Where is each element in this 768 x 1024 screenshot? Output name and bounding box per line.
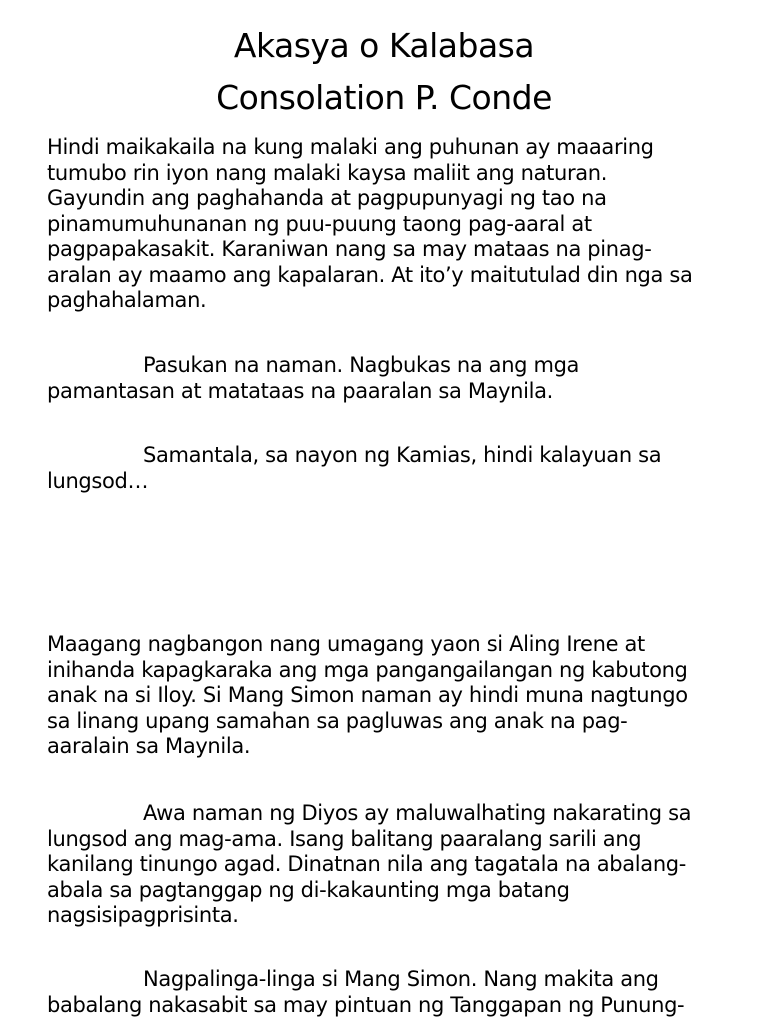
paragraph-line: lungsod ang mag-ama. Isang balitang paaralang sarili ang [47,826,642,851]
document-author: Consolation P. Conde [216,78,552,117]
paragraph-line: pagpapakasakit. Karaniwan nang sa may mataas na pinag- [47,237,652,261]
paragraph-line: Hindi maikakaila na kung malaki ang puhunan ay maaaring [47,135,654,159]
paragraph-line: kanilang tinungo agad. Dinatnan nila ang tagatala na abalang- [47,852,686,876]
paragraph-line: anak na si Iloy. Si Mang Simon naman ay hindi muna nagtungo [47,683,688,707]
paragraph-line: inihanda kapagkaraka ang mga pangangailangan ng kabutong [47,657,688,682]
paragraph-text: Awa naman ng Diyos ay maluwalhating nakarating sa [143,801,692,825]
paragraph-line-first [47,967,737,993]
paragraph [47,135,737,314]
paragraph-text: Pasukan na naman. Nagbukas na ang mga [143,353,580,377]
paragraph-line: nagsisipagprisinta. [47,903,239,927]
paragraph [47,443,737,494]
paragraph [47,967,737,1018]
paragraph-line: aralan ay maamo ang kapalaran. At ito’y maitutulad din nga sa [47,262,693,287]
paragraph [47,801,737,929]
paragraph-line-first [47,353,737,379]
paragraph-line: Maagang nagbangon nang umagang yaon si Aling Irene at [47,632,645,656]
paragraph-line-first [47,443,737,469]
paragraph-line-first [47,801,737,827]
paragraph-line: aaralain sa Maynila. [47,734,251,758]
paragraph-line: lungsod… [47,468,149,493]
paragraph [47,353,737,404]
paragraph-line: abala sa pagtanggap ng di-kakaunting mga batang [47,877,570,902]
paragraph-line: Gayundin ang paghahanda at pagpupunyagi ng tao na [47,186,607,210]
paragraph-line: sa linang upang samahan sa pagluwas ang anak na pag- [47,708,628,733]
paragraph-line: babalang nakasabit sa may pintuan ng Tanggapan ng Punung- [47,992,685,1017]
paragraph-text: Nagpalinga-linga si Mang Simon. Nang makita ang [143,967,659,991]
paragraph-line: pamantasan at matataas na paaralan sa Maynila. [47,378,553,403]
paragraph-text: Samantala, sa nayon ng Kamias, hindi kalayuan sa [143,443,662,467]
paragraph-line: paghahalaman. [47,288,207,312]
paragraph-line: pinamumuhunanan ng puu-puung taong pag-aaral at [47,211,592,236]
paragraph [47,632,737,760]
document-title: Akasya o Kalabasa [233,26,535,65]
paragraph-line: tumubo rin iyon nang malaki kaysa maliit ang naturan. [47,160,608,185]
